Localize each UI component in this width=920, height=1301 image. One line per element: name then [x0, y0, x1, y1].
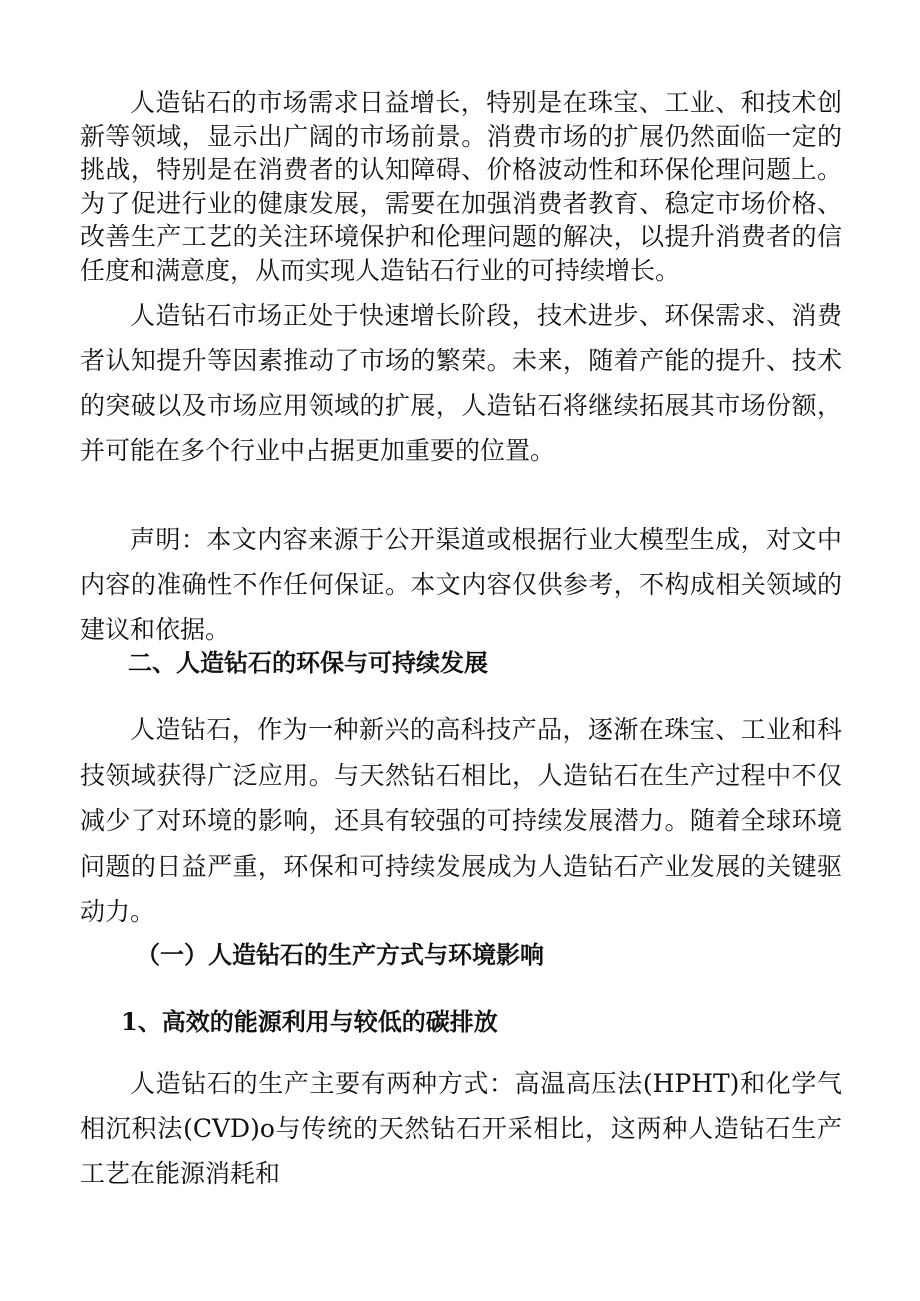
subsection-heading: （一）人造钻石的生产方式与环境影响	[136, 940, 544, 969]
paragraph-market-demand: 人造钻石的市场需求日益增长，特别是在珠宝、工业、和技术创新等领域，显示出广阔的市场前景。消费市场的扩展仍然面临一定的挑战，特别是在消费者的认知障碍、价格波动性和环保伦理问题上。为了促进行业的健康发展，需要在加强消费者教育、稳定市场价格、改善生产工艺的关注环境保护和伦理问题的解决，以提升消费者的信任度和满意度，从而实现人造钻石行业的可持续增长。	[80, 88, 842, 285]
paragraph-production-methods: 人造钻石的生产主要有两种方式：高温高压法(HPHT)和化学气相沉积法(CVD)o与传统的天然钻石开采相比，这两种人造钻石生产工艺在能源消耗和	[80, 1069, 842, 1188]
paragraph-section-intro: 人造钻石，作为一种新兴的高科技产品，逐渐在珠宝、工业和科技领域获得广泛应用。与天然钻石相比，人造钻石在生产过程中不仅减少了对环境的影响，还具有较强的可持续发展潜力。随着全球环境问题的日益严重，环保和可持续发展成为人造钻石产业发展的关键驱动力。	[80, 715, 842, 926]
subsubsection-heading: 1、高效的能源利用与较低的碳排放	[121, 1007, 498, 1036]
disclaimer-paragraph: 声明：本文内容来源于公开渠道或根据行业大模型生成，对文中内容的准确性不作任何保证。本文内容仅供参考，不构成相关领域的建议和依据。	[80, 525, 842, 644]
paragraph-market-growth: 人造钻石市场正处于快速增长阶段，技术进步、环保需求、消费者认知提升等因素推动了市场的繁荣。未来，随着产能的提升、技术的突破以及市场应用领域的扩展，人造钻石将继续拓展其市场份额，并可能在多个行业中占据更加重要的位置。	[80, 301, 842, 465]
section-heading: 二、人造钻石的环保与可持续发展	[128, 649, 488, 677]
